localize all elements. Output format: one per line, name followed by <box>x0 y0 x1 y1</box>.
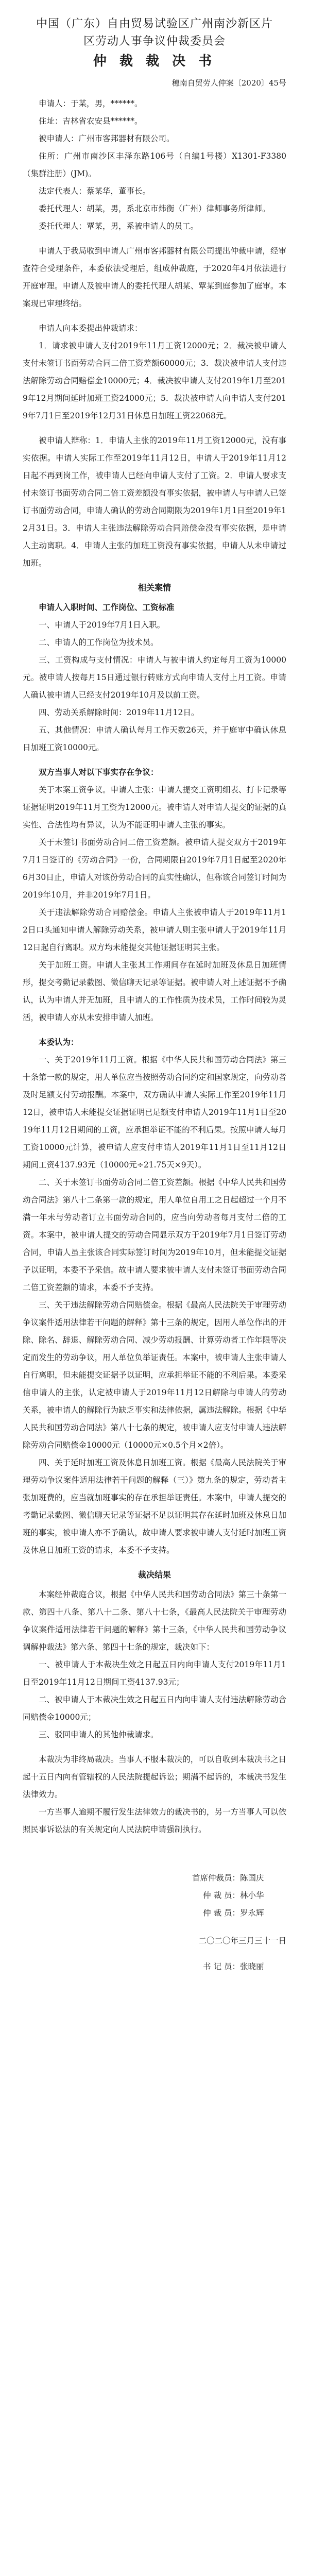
ruling-note: 一方当事人逾期不履行发生法律效力的裁决书的，另一方当事人可以依照民事诉讼法的有关规定向人民法院申请强制执行。 <box>23 1807 286 1834</box>
signature-name: 陈国庆 <box>240 1873 264 1883</box>
party-line: 住址：吉林省农安县******。 <box>39 116 143 126</box>
dispute-paragraph: 关于未签订书面劳动合同二倍工资差额。被申请人提交双方于2019年7月1日签订的《劳动合同》一份，合同期限自2019年7月1日起至2020年6月30日止，申请人对该份劳动合同的真实性确认，但称该合同签订时间为2019年10月，并非2019年7月1日。 <box>23 838 286 900</box>
document-title: 仲 裁 裁 决 书 <box>93 54 216 69</box>
fact-item: 一、申请人于2019年7月1日入职。 <box>39 620 165 630</box>
dispute-heading: 双方当事人对以下事实存在争议： <box>39 767 159 777</box>
signature-block <box>23 1869 286 1922</box>
signature-line <box>177 1904 286 1922</box>
finding-paragraph: 四、关于延时加班工资及休息日加班工资。根据《最高人民法院关于审理劳动争议案件适用法律若干问题的解释（三）》第九条的规定，劳动者主张加班费的，应当就加班事实的存在承担举证责任。本案中，申请人提交的考勤记录截图、微信聊天记录等证据不足以证明其存在延时加班及休息日加班的事实，被申请人亦不予确认，故申请人要求被申请人支付延时加班工资及休息日加班工资的请求，本委不予支持。 <box>23 1458 286 1555</box>
clerk-name: 张晓丽 <box>240 1962 264 1971</box>
org-name-line-1: 中国（广东）自由贸易试验区广州南沙新区片 <box>36 18 273 30</box>
party-line: 申请人：于某，男，******。 <box>39 99 143 108</box>
dispute-paragraph: 关于违法解除劳动合同赔偿金。申请人主张被申请人于2019年11月12日口头通知申请人解除劳动关系，被申请人则主张申请人于2019年11月12日起自行离职。双方均未能提交其他证据证明其主张。 <box>23 908 286 952</box>
fact-item: 二、申请人的工作岗位为技术员。 <box>39 638 159 647</box>
finding-paragraph: 二、关于未签订书面劳动合同二倍工资差额。根据《中华人民共和国劳动合同法》第八十二条第一款的规定，用人单位自用工之日起超过一个月不满一年未与劳动者订立书面劳动合同的，应当向劳动者每月支付二倍的工资。本案中，被申请人提交的劳动合同显示双方于2019年7月1日签订劳动合同，申请人虽主张该合同实际签订时间为2019年10月，但未能提交证据予以证明，本委不予采信。故申请人要求被申请人支付未签订书面劳动合同二倍工资差额的请求，本委不予支持。 <box>23 1178 286 1292</box>
clerk-role: 书 记 员： <box>203 1962 240 1971</box>
signature-line <box>177 1887 286 1904</box>
ruling-item: 三、驳回申请人的其他仲裁请求。 <box>39 1730 159 1739</box>
dispute-paragraph: 关于加班工资。申请人主张其工作期间存在延时加班及休息日加班情形，提交考勤记录截图、微信聊天记录等证据。被申请人对上述证据不予确认，认为申请人并无加班，且申请人的工作性质为技术员，工作时间较为灵活，被申请人亦从未安排申请人加班。 <box>23 960 286 1022</box>
claims-paragraph: 1．请求被申请人支付2019年11月工资12000元；2．裁决被申请人支付未签订书面劳动合同二倍工资差额60000元；3．裁决被申请人支付违法解除劳动合同赔偿金10000元；4．裁决被申请人支付2019年1月至2019年12月期间延时加班工资24000元；5．裁决被申请人向申请人支付2019年7月1日至2019年12月31日休息日加班工资22068元。 <box>23 341 286 420</box>
signature-name: 罗永辉 <box>240 1908 264 1918</box>
intro-paragraph: 申请人于我局收到申请人广州市客邦器材有限公司提出仲裁申请，经审查符合受理条件，本委依法受理后，组成仲裁庭，于2020年4月依法进行开庭审理。申请人及被申请人的委托代理人胡某、覃某到庭参加了庭审。本案现已审理终结。 <box>23 246 286 308</box>
dispute-paragraph: 关于本案工资争议。申请人主张：申请人提交工资明细表、打卡记录等证据证明2019年11月工资为12000元。被申请人对申请人提交的证据的真实性、合法性均有异议，认为不能证明申请人主张的事实。 <box>23 785 286 829</box>
facts-subheading: 申请人入职时间、工作岗位、工资标准 <box>39 602 175 612</box>
party-line: 委托代理人：覃某，男，系被申请人的员工。 <box>39 222 199 231</box>
fact-item: 三、工资构成与支付情况：申请人与被申请人约定每月工资为10000元。被申请人按每月15日通过银行转账方式向申请人支付上月工资。申请人确认被申请人已经支付2019年10月及以前工资。 <box>23 655 286 700</box>
signature-role: 仲 裁 员： <box>203 1891 240 1900</box>
party-line: 法定代表人：蔡某华，董事长。 <box>39 187 151 196</box>
ruling-note: 本裁决为非终局裁决。当事人不服本裁决的，可以自收到本裁决书之日起十五日内向有管辖权的人民法院提起诉讼；期满不起诉的，本裁决书发生法律效力。 <box>23 1755 286 1799</box>
signature-name: 林小华 <box>240 1891 264 1900</box>
ruling-heading: 裁决结果 <box>138 1570 171 1580</box>
case-number: 穗南自贸劳人仲案〔2020〕45号 <box>171 78 286 88</box>
ruling-item: 一、被申请人于本裁决生效之日起五日内向申请人支付2019年11月1日至2019年11月12日期间工资4137.93元； <box>23 1660 286 1687</box>
ruling-item: 二、被申请人于本裁决生效之日起五日内向申请人支付违法解除劳动合同赔偿金10000元； <box>23 1695 286 1722</box>
org-name-line-2: 区劳动人事争议仲裁委员会 <box>83 35 226 48</box>
parties-section <box>23 95 286 235</box>
ruling-intro: 本案经仲裁庭合议，根据《中华人民共和国劳动合同法》第三十条第一款、第四十八条、第八十二条、第八十七条，《最高人民法院关于审理劳动争议案件适用法律若干问题的解释》第十三条，《中华人民共和国劳动争议调解仲裁法》第六条、第四十七条的规定，裁决如下： <box>23 1590 286 1652</box>
finding-paragraph: 三、关于违法解除劳动合同赔偿金。根据《最高人民法院关于审理劳动争议案件适用法律若干问题的解释》第十三条的规定，因用人单位作出的开除、除名、辞退、解除劳动合同、减少劳动报酬、计算劳动者工作年限等决定而发生的劳动争议，用人单位负举证责任。本案中，被申请人主张申请人自行离职，但未能提交证据予以证明，应承担举证不能的不利后果。本委采信申请人的主张，认定被申请人于2019年11月12日解除与申请人的劳动关系，被申请人的解除行为缺乏事实和法律依据，属违法解除。根据《中华人民共和国劳动合同法》第八十七条的规定，被申请人应支付申请人违法解除劳动合同赔偿金10000元（10000元×0.5个月×2倍）。 <box>23 1300 286 1450</box>
signature-role: 仲 裁 员： <box>203 1908 240 1918</box>
finding-paragraph: 一、关于2019年11月工资。根据《中华人民共和国劳动合同法》第三十条第一款的规定，用人单位应当按照劳动合同约定和国家规定，向劳动者及时足额支付劳动报酬。本案中，双方确认申请人实际工作至2019年11月12日，被申请人未能提交证据证明已足额支付申请人2019年11月1日至2019年11月12日期间的工资，应承担举证不能的不利后果。按照申请人每月工资10000元计算，被申请人应支付申请人2019年11月1日至11月12日期间工资4137.93元（10000元÷21.75天×9天）。 <box>23 1055 286 1170</box>
fact-item: 五、其他情况：申请人确认每月工作天数26天，并于庭审中确认休息日加班工资10000元。 <box>23 725 286 752</box>
party-line: 被申请人：广州市客邦器材有限公司。 <box>39 134 175 143</box>
award-date: 二〇二〇年三月三十一日 <box>198 1936 286 1945</box>
party-line: 委托代理人：胡某，男，系北京市炜衡（广州）律师事务所律师。 <box>39 204 270 213</box>
signature-role: 首席仲裁员： <box>192 1873 240 1883</box>
facts-heading: 相关案情 <box>138 583 171 592</box>
respondent-reply: 被申请人辩称：1．申请人主张的2019年11月工资12000元，没有事实依据。申请人实际工作至2019年11月12日，申请人于2019年11月12日起不再到岗工作，被申请人已经向申请人支付了工资。2．申请人要求支付未签订书面劳动合同二倍工资差额没有事实依据，被申请人与申请人已签订书面劳动合同，申请人确认的劳动合同期限为2019年1月1日至2019年12月31日。3．申请人主张违法解除劳动合同赔偿金没有事实依据，是申请人主动离职。4．申请人主张的加班工资没有事实依据，申请人从未申请过加班。 <box>23 436 286 568</box>
clerk-line <box>23 1958 286 1975</box>
fact-item: 四、劳动关系解除时间：2019年11月12日。 <box>39 708 199 717</box>
signature-line <box>177 1869 286 1887</box>
findings-heading: 本委认为： <box>39 1037 79 1047</box>
party-line: 住所：广州市南沙区丰泽东路106号（自编1号楼）X1301-F3380（集群注册）(JM)。 <box>23 151 286 178</box>
claims-intro: 申请人向本委提出仲裁请求： <box>39 324 143 333</box>
